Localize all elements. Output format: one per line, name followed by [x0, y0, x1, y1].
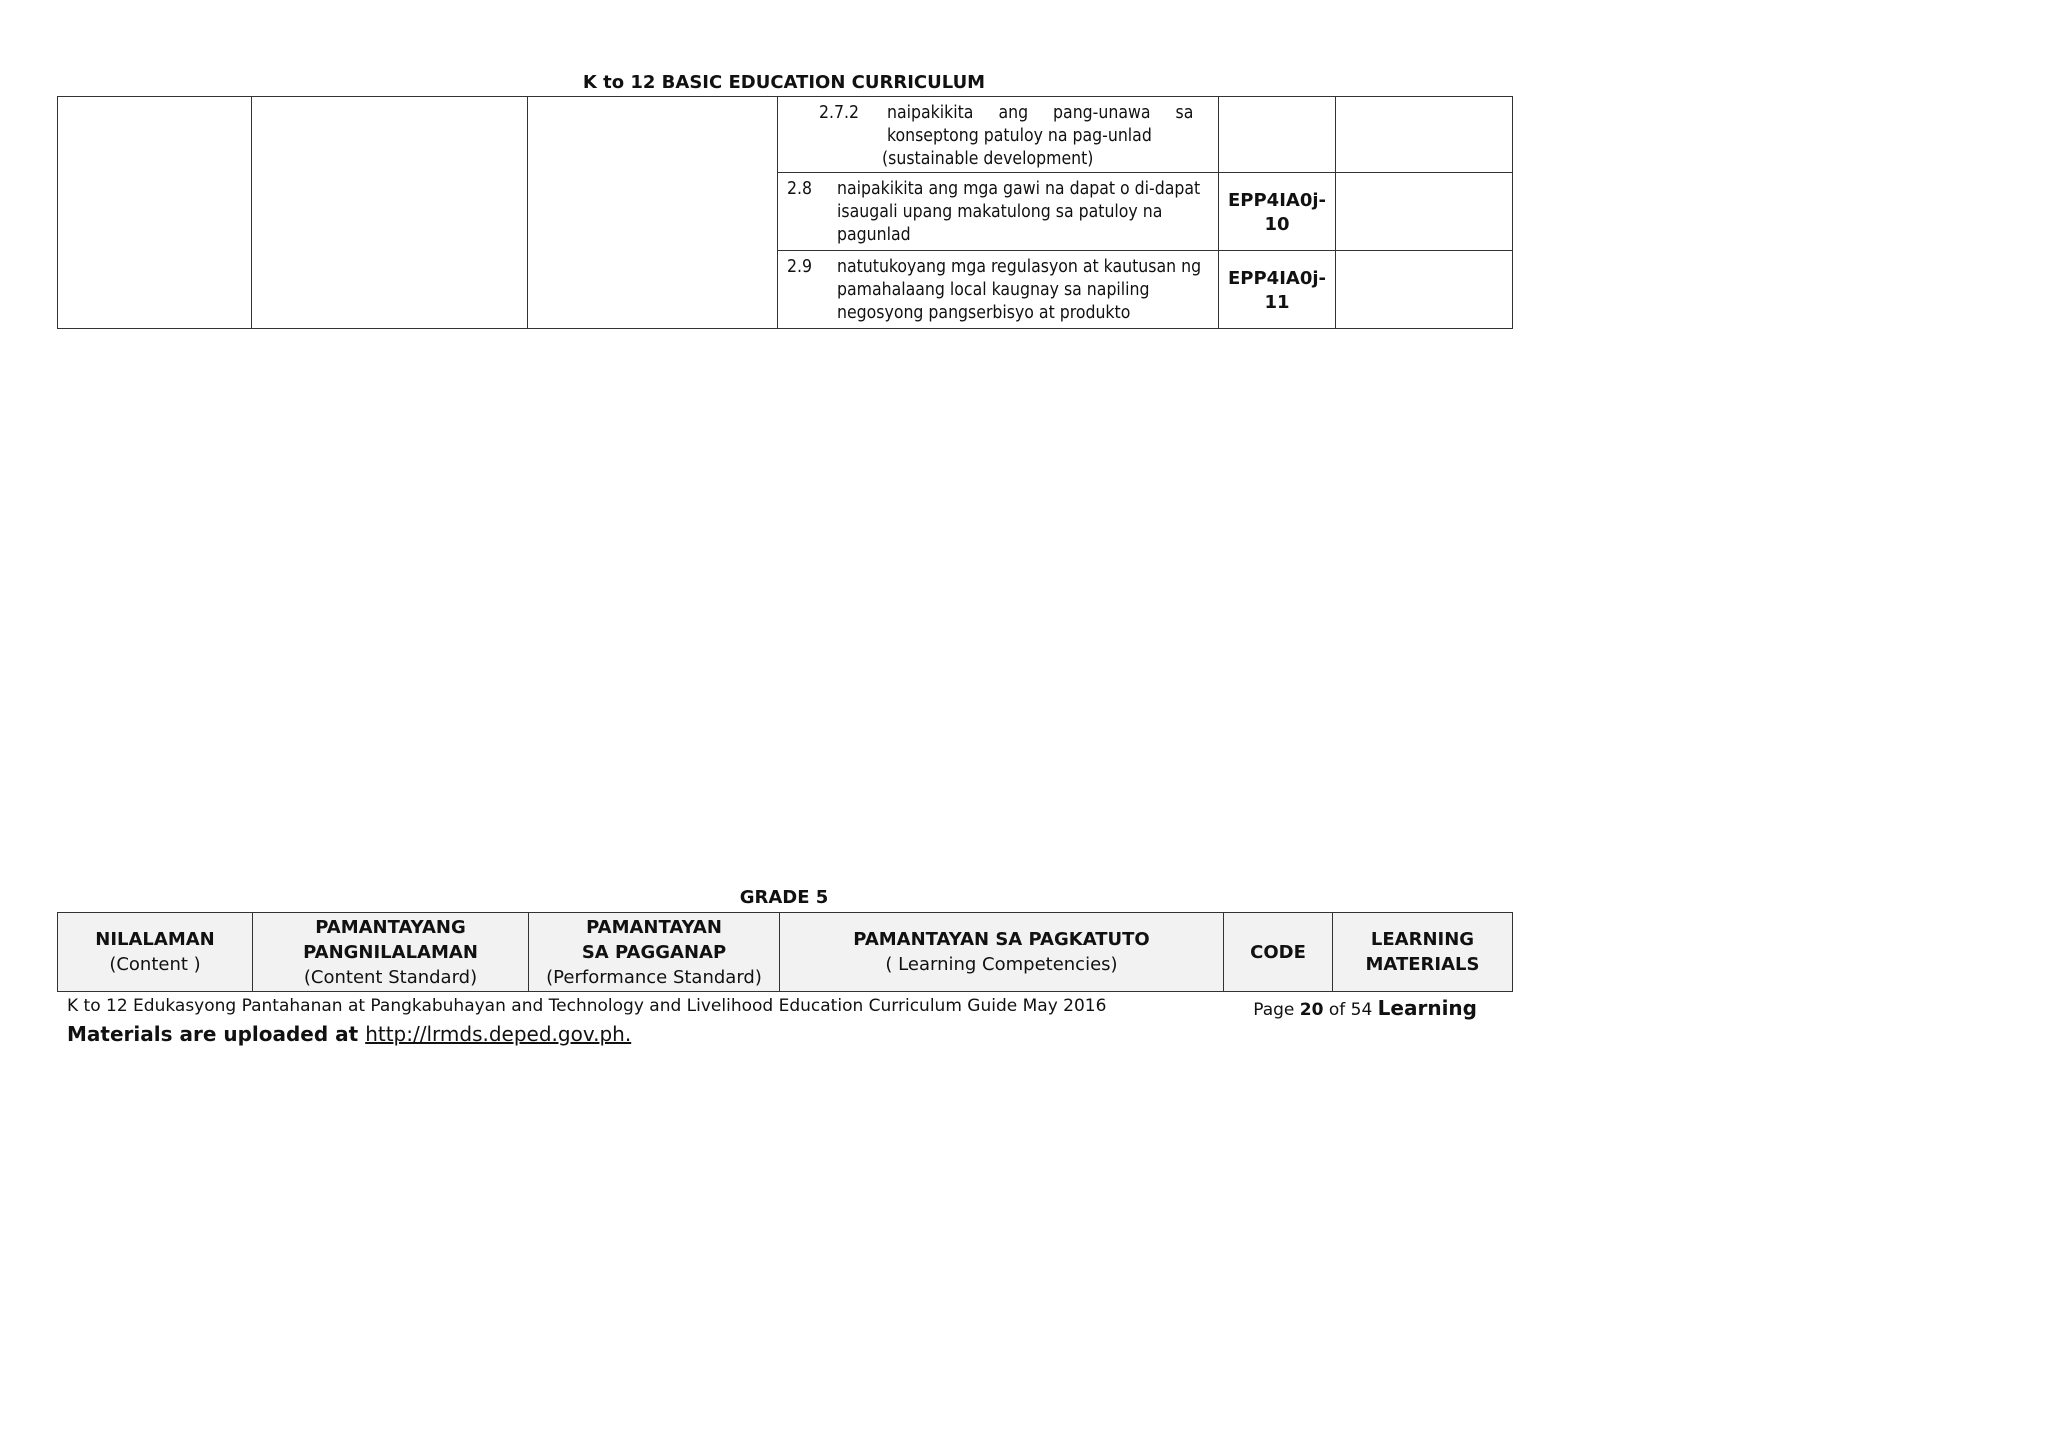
document-title: K to 12 BASIC EDUCATION CURRICULUM: [582, 72, 986, 93]
competency-cell: [778, 251, 1219, 329]
header-content-standard: [253, 913, 529, 992]
header-performance-standard: [529, 913, 780, 992]
header-bold: CODE: [1250, 941, 1306, 963]
table-row: [58, 97, 1513, 173]
header-bold: PAMANTAYAN: [586, 916, 722, 938]
code-cell: [1219, 173, 1336, 251]
footer-learning: Learning: [1377, 996, 1477, 1020]
header-learning-competencies: [780, 913, 1224, 992]
header-bold: NILALAMAN: [95, 929, 215, 950]
header-sub: (Performance Standard): [546, 966, 762, 988]
header-bold: PAMANTAYANG: [315, 916, 466, 938]
learning-materials-cell: [1336, 173, 1513, 251]
header-row: [58, 913, 1513, 992]
content-cell: [58, 97, 252, 329]
competency-cell: [778, 97, 1219, 173]
code-text: 10: [1264, 214, 1290, 235]
performance-standard-cell: [528, 97, 778, 329]
header-bold: PANGNILALAMAN: [303, 941, 478, 963]
page-total: of 54: [1328, 1000, 1373, 1020]
competency-number: 2.8: [787, 179, 813, 199]
header-sub: (Content ): [109, 954, 201, 975]
competency-line: (sustainable development): [882, 149, 1094, 169]
code-cell: [1219, 97, 1336, 173]
footer-guide-text: K to 12 Edukasyong Pantahanan at Pangkabuhayan and Technology and Livelihood Education Curriculum Guide May 2016: [67, 996, 1107, 1016]
header-bold: SA PAGGANAP: [581, 941, 727, 963]
grade-title: GRADE 5: [739, 887, 829, 908]
header-learning-materials: [1333, 913, 1513, 992]
competency-line: konseptong patuloy na pag-unlad: [887, 126, 1152, 146]
header-sub: ( Learning Competencies): [885, 954, 1118, 975]
competency-line: naipakikita ang pang-unawa sa: [887, 103, 1194, 123]
header-sub: (Content Standard): [303, 966, 478, 988]
page-current: 20: [1299, 1000, 1324, 1020]
header-bold: MATERIALS: [1365, 954, 1480, 975]
code-text: EPP4IA0j-: [1228, 190, 1326, 211]
competency-cell: [778, 173, 1219, 251]
learning-materials-cell: [1336, 97, 1513, 173]
learning-materials-cell: [1336, 251, 1513, 329]
header-content: [58, 913, 253, 992]
lrmds-link[interactable]: http://lrmds.deped.gov.ph.: [365, 1022, 632, 1046]
curriculum-table: [57, 96, 1513, 329]
grade-header-table: [57, 912, 1513, 992]
competency-number: 2.9: [787, 257, 813, 277]
code-text: 11: [1264, 292, 1290, 313]
page-footer: [67, 996, 1477, 1046]
code-text: EPP4IA0j-: [1228, 268, 1326, 289]
competency-text: naipakikita ang mga gawi na dapat o di-dapat isaugali upang makatulong sa patuloy na pagunlad: [837, 179, 1201, 245]
page-indicator: [1253, 996, 1477, 1020]
header-code: [1224, 913, 1333, 992]
page-label: Page: [1253, 1000, 1295, 1020]
competency-text: natutukoyang mga regulasyon at kautusan ng pamahalaang local kaugnay sa napiling negosyong pangserbisyo at produkto: [837, 257, 1202, 323]
header-bold: PAMANTAYAN SA PAGKATUTO: [853, 929, 1150, 950]
code-cell: [1219, 251, 1336, 329]
competency-number: 2.7.2: [819, 103, 860, 123]
header-bold: LEARNING: [1370, 929, 1475, 950]
footer-materials-text: Materials are uploaded at: [67, 1022, 359, 1046]
content-standard-cell: [252, 97, 528, 329]
